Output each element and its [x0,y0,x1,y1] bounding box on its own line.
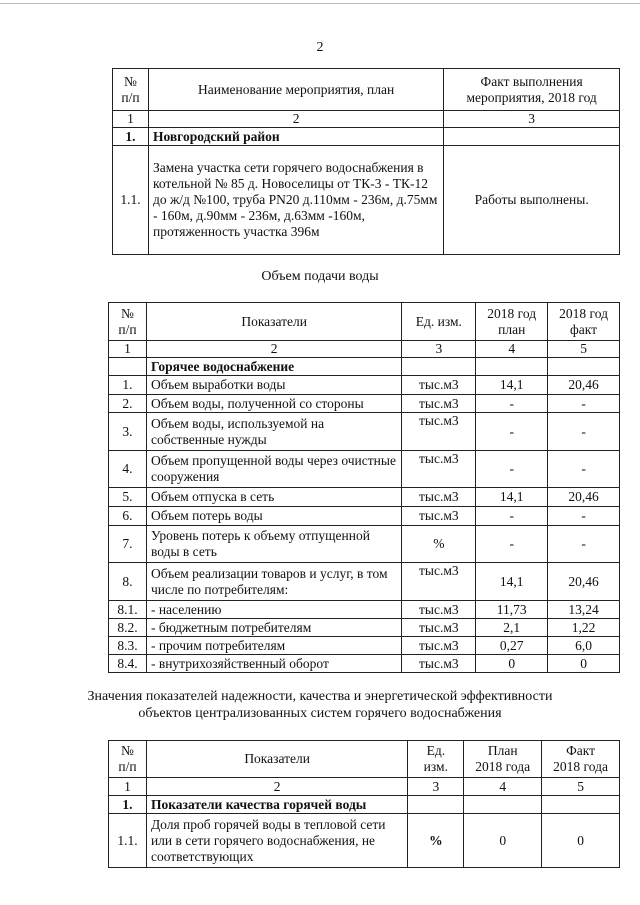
section-title: Горячее водоснабжение [146,358,401,376]
table-row [109,814,620,868]
table-row [109,376,620,395]
section-number: 1. [113,128,149,146]
col-header-no: № п/п [109,741,147,778]
plan-value: - [476,413,548,451]
fact-value: - [548,395,620,413]
row-number: 3. [109,413,147,451]
table-row [109,451,620,488]
unit: % [402,526,476,563]
unit: % [408,814,464,868]
indicator-name: Объем отпуска в сеть [146,488,401,507]
plan-value: 2,1 [476,619,548,637]
indicator-name: Доля проб горячей воды в тепловой сети или в сети горячего водоснабжения, не соответствующих [146,814,407,868]
indicator-name: - населению [146,601,401,619]
indicator-name: - бюджетным потребителям [146,619,401,637]
unit: тыс.м3 [402,488,476,507]
row-number: 2. [109,395,147,413]
col-number: 2 [146,778,407,796]
row-number: 8.1. [109,601,147,619]
col-header-no: № п/п [113,69,149,111]
empty-cell [402,358,476,376]
unit: тыс.м3 [402,601,476,619]
unit: тыс.м3 [402,507,476,526]
plan-value: 14,1 [476,376,548,395]
water-supply-table [108,302,620,673]
reliability-indicators-table [108,740,620,868]
col-header-unit: Ед. изм. [408,741,464,778]
fact-value: - [548,451,620,488]
col-header-indicator: Показатели [146,741,407,778]
section-number: 1. [109,796,147,814]
indicator-name: Уровень потерь к объему отпущенной воды в сеть [146,526,401,563]
indicator-name: Объем воды, полученной со стороны [146,395,401,413]
indicator-name: Объем воды, используемой на собственные нужды [146,413,401,451]
fact-value: 0 [542,814,620,868]
indicators-caption: Значения показателей надежности, качества и энергетической эффективности объектов централизованных систем горячего водоснабжения [87,689,553,721]
col-number: 4 [464,778,542,796]
table-row [109,601,620,619]
plan-value: 0 [464,814,542,868]
col-header-plan: План 2018 года [464,741,542,778]
empty-cell [109,358,147,376]
col-header-indicator: Показатели [146,303,401,341]
measure-description: Замена участка сети горячего водоснабжения в котельной № 85 д. Новоселицы от ТК-3 - ТК-12 до ж/д №100, труба PN20 д.110мм - 236м, д.75мм - 160м, д.90мм - 236м, д.63мм -160м, протяженность участка 396м [148,146,443,255]
fact-value: - [548,413,620,451]
indicator-name: - прочим потребителям [146,637,401,655]
plan-value: 11,73 [476,601,548,619]
plan-value: - [476,451,548,488]
row-number: 5. [109,488,147,507]
col-number: 5 [542,778,620,796]
plan-value: 14,1 [476,488,548,507]
indicator-name: Объем выработки воды [146,376,401,395]
unit: тыс.м3 [402,619,476,637]
row-number: 7. [109,526,147,563]
row-number: 6. [109,507,147,526]
unit: тыс.м3 [402,637,476,655]
row-number: 1.1. [109,814,147,868]
col-header-measure: Наименование мероприятия, план [148,69,443,111]
table-row [109,619,620,637]
fact-value: 1,22 [548,619,620,637]
row-number: 4. [109,451,147,488]
table-row [109,395,620,413]
unit: тыс.м3 [402,376,476,395]
col-number: 2 [148,111,443,128]
col-number: 3 [408,778,464,796]
col-number: 3 [402,341,476,358]
col-number: 1 [113,111,149,128]
fact-value: - [548,526,620,563]
indicator-name: - внутрихозяйственный оборот [146,655,401,673]
section-title: Новгородский район [148,128,443,146]
unit: тыс.м3 [402,563,476,601]
table-row [109,413,620,451]
col-number: 1 [109,341,147,358]
empty-cell [408,796,464,814]
empty-cell [476,358,548,376]
empty-cell [548,358,620,376]
water-supply-caption: Объем подачи воды [261,269,379,284]
fact-value: 0 [548,655,620,673]
col-number: 3 [444,111,620,128]
row-number: 8. [109,563,147,601]
col-header-fact: Факт 2018 года [542,741,620,778]
plan-value: - [476,507,548,526]
table-row [109,655,620,673]
empty-cell [542,796,620,814]
row-number: 1. [109,376,147,395]
measures-table [112,68,620,255]
fact-value: - [548,507,620,526]
indicator-name: Объем реализации товаров и услуг, в том числе по потребителям: [146,563,401,601]
col-header-fact: Факт выполнения мероприятия, 2018 год [444,69,620,111]
fact-value: 20,46 [548,563,620,601]
empty-cell [464,796,542,814]
row-number: 8.3. [109,637,147,655]
table-row [109,526,620,563]
col-number: 2 [146,341,401,358]
plan-value: - [476,395,548,413]
table-row [109,637,620,655]
plan-value: 14,1 [476,563,548,601]
page-number: 2 [316,40,324,55]
fact-value: 20,46 [548,488,620,507]
col-header-plan: 2018 год план [476,303,548,341]
empty-cell [444,128,620,146]
scan-top-edge [0,3,640,4]
table-row [109,488,620,507]
col-number: 1 [109,778,147,796]
col-header-fact: 2018 год факт [548,303,620,341]
fact-value: 6,0 [548,637,620,655]
measure-fact: Работы выполнены. [444,146,620,255]
unit: тыс.м3 [402,655,476,673]
unit: тыс.м3 [402,451,476,488]
plan-value: 0 [476,655,548,673]
col-number: 5 [548,341,620,358]
plan-value: - [476,526,548,563]
indicator-name: Объем пропущенной воды через очистные сооружения [146,451,401,488]
unit: тыс.м3 [402,395,476,413]
col-header-unit: Ед. изм. [402,303,476,341]
row-number: 8.4. [109,655,147,673]
col-number: 4 [476,341,548,358]
table-row [109,563,620,601]
table-row [109,507,620,526]
section-title: Показатели качества горячей воды [146,796,407,814]
indicator-name: Объем потерь воды [146,507,401,526]
col-header-no: № п/п [109,303,147,341]
fact-value: 13,24 [548,601,620,619]
row-number: 1.1. [113,146,149,255]
fact-value: 20,46 [548,376,620,395]
plan-value: 0,27 [476,637,548,655]
row-number: 8.2. [109,619,147,637]
unit: тыс.м3 [402,413,476,451]
